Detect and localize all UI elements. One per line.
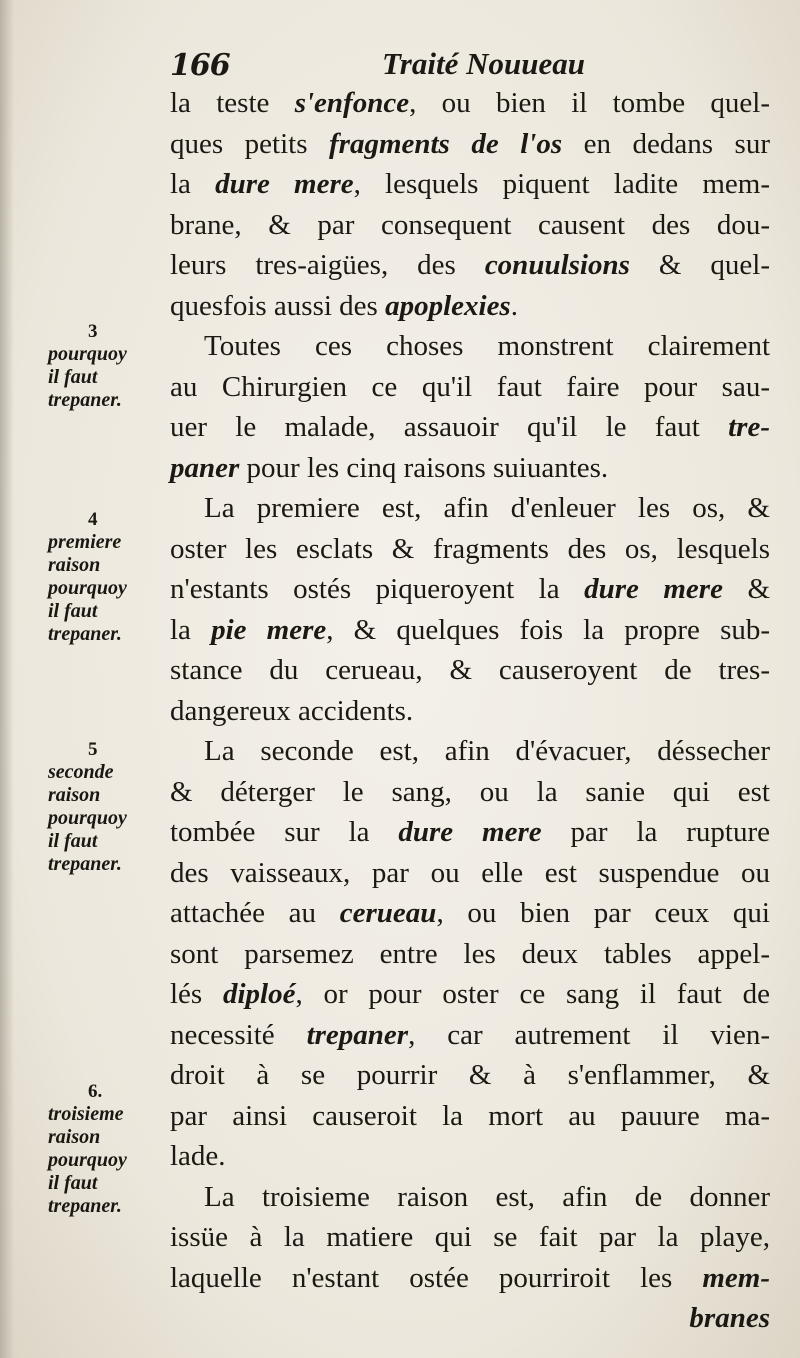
text-line: La troisieme raison est, afin de donner bbox=[204, 1180, 770, 1213]
margin-note-line: raison bbox=[48, 1126, 101, 1148]
text-line bbox=[170, 974, 770, 1015]
text-line bbox=[170, 286, 770, 327]
text-line: La premiere est, afin d'enleuer les os, & bbox=[204, 492, 770, 524]
italic-term: trepaner bbox=[306, 1018, 409, 1051]
text-span: laquelle n'estant ostée pourriroit les bbox=[170, 1261, 703, 1294]
margin-note-line: seconde bbox=[48, 761, 114, 783]
text-line: sont parsemez entre les deux tables appel- bbox=[170, 937, 770, 970]
text-span: uer le malade, assauoir qu'il le faut bbox=[170, 411, 729, 443]
text-span: attachée au bbox=[170, 897, 340, 929]
italic-term: paner bbox=[170, 451, 240, 484]
margin-note-number: 4 bbox=[88, 509, 98, 530]
margin-note-line: il faut bbox=[48, 830, 98, 852]
text-line: La seconde est, afin d'évacuer, déssecher bbox=[204, 735, 770, 767]
text-span: leurs tres-aigües, des bbox=[170, 249, 485, 281]
margin-note-line: pourquoy bbox=[48, 807, 127, 829]
text-span: & bbox=[722, 573, 771, 605]
italic-term: dure mere bbox=[584, 573, 723, 605]
text-line: & déterger le sang, ou la sanie qui est bbox=[170, 775, 770, 808]
page-number: 166 bbox=[170, 48, 230, 83]
italic-term: diploé bbox=[222, 978, 296, 1010]
text-line: lade. bbox=[170, 1140, 226, 1172]
margin-note-line: troisieme bbox=[48, 1103, 124, 1125]
text-line: issüe à la matiere qui se fait par la playe, bbox=[170, 1221, 770, 1253]
text-span: , ou bien par ceux qui bbox=[436, 897, 770, 929]
margin-note-number: 3 bbox=[88, 321, 98, 342]
italic-term: conuulsions bbox=[484, 249, 630, 281]
margin-note-4 bbox=[48, 508, 163, 646]
text-span: en dedans sur bbox=[562, 127, 770, 160]
italic-term: pie mere bbox=[211, 613, 327, 646]
text-line bbox=[170, 83, 770, 124]
text-line bbox=[170, 1258, 770, 1299]
text-line: oster les esclats & fragments des os, lesquels bbox=[170, 532, 770, 565]
text-span: , or pour oster ce sang il faut de bbox=[295, 978, 770, 1010]
text-line: brane, & par consequent causent des dou- bbox=[170, 208, 770, 241]
margin-note-line: pourquoy bbox=[48, 343, 127, 365]
margin-note-line: il faut bbox=[48, 1172, 98, 1194]
text-span: la bbox=[170, 613, 212, 646]
italic-term: dure mere bbox=[215, 168, 354, 200]
margin-note-number: 6. bbox=[88, 1081, 103, 1102]
text-line bbox=[170, 1015, 770, 1056]
running-title: Traité Nouueau bbox=[382, 46, 585, 81]
text-line bbox=[170, 812, 770, 853]
italic-term: tre- bbox=[728, 411, 770, 443]
text-span: , car autrement il vien- bbox=[408, 1018, 770, 1051]
text-line: droit à se pourrir & à s'enflammer, & bbox=[170, 1059, 770, 1091]
text-line bbox=[170, 610, 770, 651]
text-line bbox=[170, 407, 770, 448]
catchword: branes bbox=[689, 1302, 770, 1334]
text-line bbox=[170, 164, 770, 205]
text-span: lés bbox=[170, 978, 223, 1010]
text-line: Toutes ces choses monstrent clairement bbox=[204, 330, 770, 362]
text-span: , ou bien il tombe quel- bbox=[409, 87, 770, 119]
text-span: . bbox=[510, 289, 518, 322]
text-span: & quel- bbox=[629, 249, 770, 281]
text-span: par la rupture bbox=[541, 816, 771, 848]
margin-note-line: premiere bbox=[48, 531, 122, 553]
text-span: , & quelques fois la propre sub- bbox=[326, 613, 771, 646]
margin-note-line: il faut bbox=[48, 366, 98, 388]
italic-term: apoplexies bbox=[385, 289, 511, 322]
margin-note-number: 5 bbox=[88, 739, 98, 760]
text-span: pour les cinq raisons suiuantes. bbox=[239, 451, 609, 484]
margin-note-line: raison bbox=[48, 554, 101, 576]
text-line: par ainsi causeroit la mort au pauure ma- bbox=[170, 1099, 770, 1132]
italic-term: cerueau bbox=[339, 897, 437, 929]
text-span: ques petits bbox=[170, 127, 329, 160]
text-span: n'estants ostés piqueroyent la bbox=[170, 573, 585, 605]
text-line bbox=[170, 245, 770, 286]
text-span: necessité bbox=[170, 1018, 307, 1051]
text-line bbox=[170, 124, 770, 165]
margin-note-line: raison bbox=[48, 784, 101, 806]
page-gutter-shadow bbox=[0, 0, 14, 1358]
text-line bbox=[170, 448, 770, 489]
italic-term: mem- bbox=[702, 1261, 770, 1294]
text-span: la bbox=[170, 168, 216, 200]
italic-term: dure mere bbox=[398, 816, 542, 848]
italic-term: s'enfonce bbox=[294, 87, 410, 119]
margin-note-line: pourquoy bbox=[48, 577, 127, 599]
margin-note-line: trepaner. bbox=[48, 623, 122, 645]
margin-note-3 bbox=[48, 320, 163, 412]
margin-note-line: trepaner. bbox=[48, 1195, 122, 1217]
italic-term: fragments de l'os bbox=[329, 127, 563, 160]
text-span: , lesquels piquent ladite mem- bbox=[353, 168, 770, 200]
margin-note-5 bbox=[48, 738, 163, 876]
body-text bbox=[170, 83, 770, 1339]
margin-note-line: trepaner. bbox=[48, 389, 122, 411]
text-span: tombée sur la bbox=[170, 816, 399, 848]
text-line bbox=[170, 569, 770, 610]
text-line: au Chirurgien ce qu'il faut faire pour sau- bbox=[170, 370, 770, 403]
text-line: dangereux accidents. bbox=[170, 694, 414, 727]
margin-note-line: trepaner. bbox=[48, 853, 122, 875]
margin-note-6 bbox=[48, 1080, 163, 1218]
text-span: quesfois aussi des bbox=[170, 289, 386, 322]
text-line bbox=[170, 893, 770, 934]
margin-note-line: pourquoy bbox=[48, 1149, 127, 1171]
text-line: des vaisseaux, par ou elle est suspendue ou bbox=[170, 856, 770, 889]
margin-note-line: il faut bbox=[48, 600, 98, 622]
text-line: stance du cerueau, & causeroyent de tres- bbox=[170, 654, 770, 686]
text-span: la teste bbox=[170, 87, 295, 119]
